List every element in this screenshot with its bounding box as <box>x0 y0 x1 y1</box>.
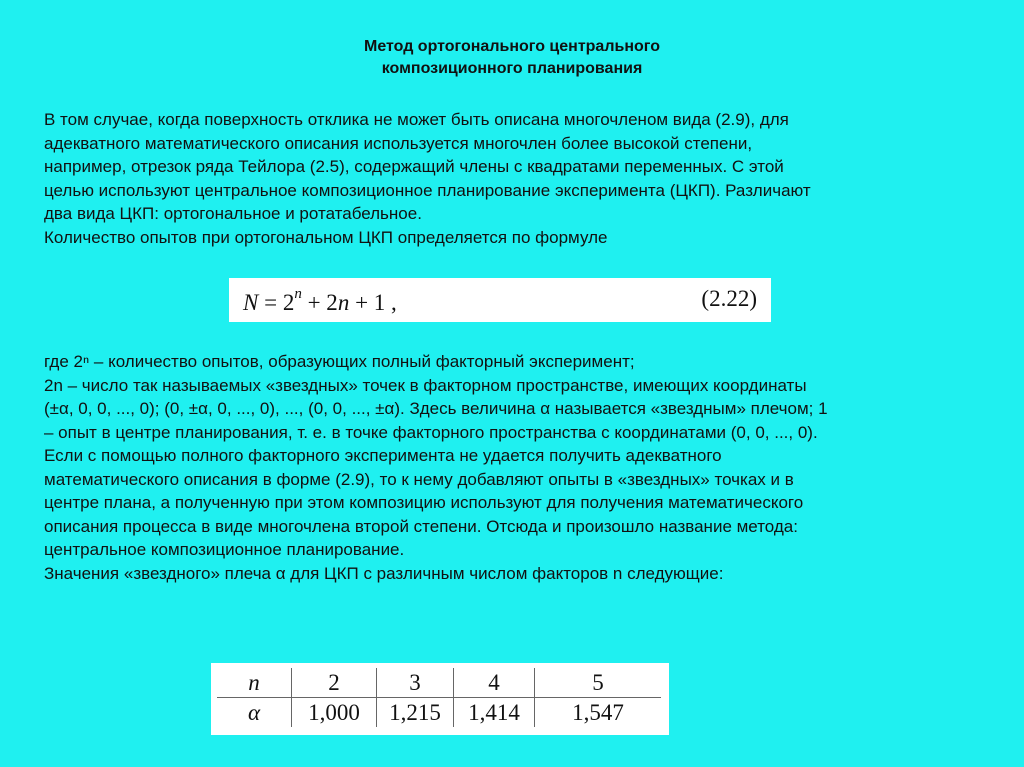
table-cell: 3 <box>377 668 454 698</box>
text-line: например, отрезок ряда Тейлора (2.5), содержащий члены с квадратами переменных. С этой <box>44 157 784 176</box>
text-line: целью используют центральное композиционное планирование эксперимента (ЦКП). Различают <box>44 180 811 200</box>
formula-eq: = 2 <box>258 290 295 315</box>
table-cell: 1,414 <box>454 698 535 728</box>
table-cell: 4 <box>454 668 535 698</box>
table-row <box>217 698 661 728</box>
text-line: 2n – число так называемых «звездных» точек в факторном пространстве, имеющих координаты <box>44 375 807 395</box>
table-cell: 1,547 <box>535 698 662 728</box>
table-row <box>217 668 661 698</box>
text-line: описания процесса в виде многочлена второй степени. Отсюда и произошло название метода: <box>44 516 798 536</box>
formula-plus: + 2 <box>301 290 338 315</box>
table-cell: 5 <box>535 668 662 698</box>
formula-tail: + 1 , <box>349 290 397 315</box>
text-line: центральное композиционное планирование. <box>44 540 405 559</box>
formula-var2: n <box>337 290 350 315</box>
alpha-table <box>217 668 661 727</box>
text-line: математического описания в форме (2.9), то к нему добавляют опыты в «звездных» точках и в <box>44 469 794 489</box>
text-line: Если с помощью полного факторного эксперимента не удается получить адекватного <box>44 446 722 465</box>
table-cell: α <box>217 698 292 728</box>
formula-box <box>229 278 771 322</box>
text-line: (±α, 0, 0, ..., 0); (0, ±α, 0, ..., 0), ..., (0, 0, ..., ±α). Здесь величина α называется «звездным» плечом; 1 <box>44 399 828 418</box>
text-line: два вида ЦКП: ортогональное и ротатабельное. <box>44 204 422 223</box>
formula-expression <box>243 286 397 316</box>
slide-title <box>0 36 1024 80</box>
text-line: центре плана, а полученную при этом композицию используют для получения математического <box>44 493 804 512</box>
table-cell: n <box>217 668 292 698</box>
table-cell: 2 <box>292 668 377 698</box>
formula-var-n: N <box>243 290 259 315</box>
alpha-table-box <box>211 663 669 735</box>
title-line-1: Метод ортогонального центрального <box>363 38 660 55</box>
text-line: – опыт в центре планирования, т. е. в точке факторного пространства с координатами (0, 0, ..., 0). <box>44 422 818 442</box>
text-line: адекватного математического описания используется многочлен более высокой степени, <box>44 133 753 153</box>
title-line-2: композиционного планирования <box>381 60 643 77</box>
text-line: Значения «звездного» плеча α для ЦКП с различным числом факторов n следующие: <box>44 563 724 583</box>
formula-exponent: n <box>294 286 302 302</box>
text-line: В том случае, когда поверхность отклика не может быть описана многочленом вида (2.9), для <box>44 110 789 129</box>
table-cell: 1,215 <box>377 698 454 728</box>
text-line: где 2ⁿ – количество опытов, образующих полный факторный эксперимент; <box>44 352 635 371</box>
text-line: Количество опытов при ортогональном ЦКП определяется по формуле <box>44 227 608 247</box>
explanation-paragraph <box>44 350 1004 585</box>
formula-number: (2.22) <box>701 286 757 311</box>
intro-paragraph <box>44 108 1004 249</box>
table-cell: 1,000 <box>292 698 377 728</box>
